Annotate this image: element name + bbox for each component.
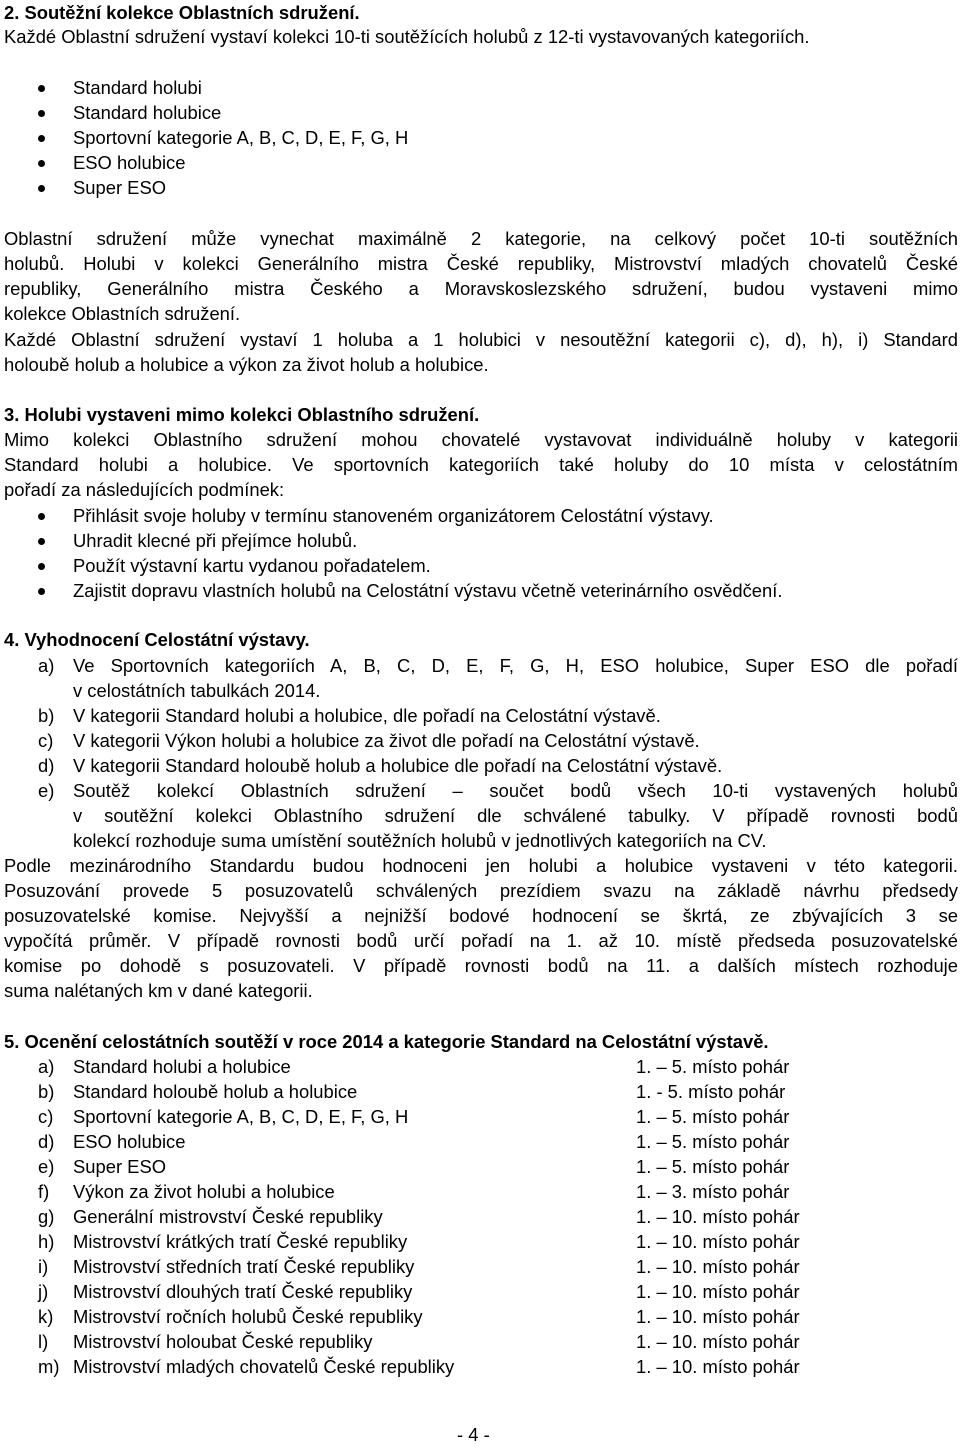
- paragraph-line: pořadí za následujících podmínek:: [4, 479, 285, 500]
- category-name: Mistrovství středních tratí České republiky: [73, 1256, 415, 1277]
- bullet-icon: [38, 538, 45, 545]
- bullet-icon: [38, 85, 45, 92]
- list-item: Ve Sportovních kategoriích A, B, C, D, E, F, G, H, ESO holubice, Super ESO dle pořadí: [73, 655, 958, 676]
- paragraph-line: Podle mezinárodního Standardu budou hodnoceni jen holubi a holubice vystaveni v této kategorii.: [4, 855, 958, 876]
- award-text: 1. – 10. místo pohár: [636, 1281, 800, 1302]
- category-name: Mistrovství mladých chovatelů České republiky: [73, 1356, 455, 1377]
- list-marker: a): [38, 655, 55, 676]
- list-item: Soutěž kolekcí Oblastních sdružení – součet bodů všech 10-ti vystavených holubů: [73, 780, 958, 801]
- award-text: 1. – 5. místo pohár: [636, 1056, 790, 1077]
- category-name: Standard holoubě holub a holubice: [73, 1081, 358, 1102]
- list-marker: e): [38, 780, 55, 801]
- row-letter: k): [38, 1306, 54, 1327]
- category-name: Výkon za život holubi a holubice: [73, 1181, 335, 1202]
- paragraph-line: Oblastní sdružení může vynechat maximálně 2 kategorie, na celkový počet 10-ti soutěžních: [4, 228, 958, 249]
- paragraph-line: republiky, Generálního mistra Českého a Moravskoslezského sdružení, budou vystaveni mimo: [4, 278, 958, 299]
- section-4-heading: 4. Vyhodnocení Celostátní výstavy.: [4, 629, 310, 650]
- bullet-icon: [38, 563, 45, 570]
- list-item: Sportovní kategorie A, B, C, D, E, F, G, H: [73, 127, 409, 148]
- bullet-icon: [38, 160, 45, 167]
- paragraph-line: vypočítá průměr. V případě rovnosti bodů určí pořadí na 1. až 10. místě předseda posuzovatelské: [4, 930, 958, 951]
- paragraph-line: kolekce Oblastních sdružení.: [4, 303, 241, 324]
- list-item: Přihlásit svoje holuby v termínu stanoveném organizátorem Celostátní výstavy.: [73, 505, 714, 526]
- award-text: 1. – 10. místo pohár: [636, 1256, 800, 1277]
- award-text: 1. – 10. místo pohár: [636, 1206, 800, 1227]
- bullet-icon: [38, 513, 45, 520]
- category-name: Mistrovství ročních holubů České republiky: [73, 1306, 423, 1327]
- list-item: Super ESO: [73, 177, 167, 198]
- section-3-heading: 3. Holubi vystaveni mimo kolekci Oblastního sdružení.: [4, 404, 480, 425]
- row-letter: h): [38, 1231, 55, 1252]
- list-item: Uhradit klecné při přejímce holubů.: [73, 530, 358, 551]
- award-text: 1. - 5. místo pohár: [636, 1081, 786, 1102]
- paragraph-line: posuzovatelské komise. Nejvyšší a nejnižší bodové hodnocení se škrtá, ze zbývajících 3 se: [4, 905, 958, 926]
- page-number: - 4 -: [457, 1424, 490, 1445]
- award-text: 1. – 3. místo pohár: [636, 1181, 790, 1202]
- row-letter: a): [38, 1056, 55, 1077]
- award-text: 1. – 5. místo pohár: [636, 1131, 790, 1152]
- paragraph-line: suma nalétaných km v dané kategorii.: [4, 980, 313, 1001]
- section-2-intro: Každé Oblastní sdružení vystaví kolekci 10-ti soutěžících holubů z 12-ti vystavovaných kategoriích.: [4, 26, 810, 47]
- list-item: V kategorii Standard holubi a holubice, dle pořadí na Celostátní výstavě.: [73, 705, 661, 726]
- award-text: 1. – 10. místo pohár: [636, 1331, 800, 1352]
- category-name: Super ESO: [73, 1156, 167, 1177]
- row-letter: e): [38, 1156, 55, 1177]
- award-text: 1. – 5. místo pohár: [636, 1156, 790, 1177]
- row-letter: j): [38, 1281, 49, 1302]
- list-item: Použít výstavní kartu vydanou pořadatelem.: [73, 555, 431, 576]
- award-text: 1. – 5. místo pohár: [636, 1106, 790, 1127]
- paragraph-line: holubů. Holubi v kolekci Generálního mistra České republiky, Mistrovství mladých chovatelů České: [4, 253, 958, 274]
- section-5-heading: 5. Ocenění celostátních soutěží v roce 2014 a kategorie Standard na Celostátní výstavě.: [4, 1031, 769, 1052]
- row-letter: f): [38, 1181, 50, 1202]
- list-item-continuation: v celostátních tabulkách 2014.: [73, 680, 321, 701]
- award-text: 1. – 10. místo pohár: [636, 1306, 800, 1327]
- category-name: Mistrovství dlouhých tratí České republiky: [73, 1281, 413, 1302]
- category-name: Mistrovství krátkých tratí České republiky: [73, 1231, 408, 1252]
- row-letter: g): [38, 1206, 55, 1227]
- list-item: Standard holubi: [73, 77, 202, 98]
- category-name: Sportovní kategorie A, B, C, D, E, F, G, H: [73, 1106, 409, 1127]
- paragraph-line: holoubě holub a holubice a výkon za život holub a holubice.: [4, 354, 489, 375]
- category-name: Standard holubi a holubice: [73, 1056, 291, 1077]
- bullet-icon: [38, 588, 45, 595]
- award-text: 1. – 10. místo pohár: [636, 1356, 800, 1377]
- paragraph-line: Posuzování provede 5 posuzovatelů schválených prezídiem svazu na základě návrhu předsedy: [4, 880, 958, 901]
- row-letter: m): [38, 1356, 60, 1377]
- row-letter: b): [38, 1081, 55, 1102]
- paragraph-line: Každé Oblastní sdružení vystaví 1 holuba a 1 holubici v nesoutěžní kategorii c), d), h), i) Standard: [4, 329, 958, 350]
- list-item: Standard holubice: [73, 102, 222, 123]
- category-name: Mistrovství holoubat České republiky: [73, 1331, 373, 1352]
- paragraph-line: komise po dohodě s posuzovateli. V případě rovnosti bodů na 11. a dalších místech rozhoduje: [4, 955, 958, 976]
- list-item: Zajistit dopravu vlastních holubů na Celostátní výstavu včetně veterinárního osvědčení.: [73, 580, 783, 601]
- list-item-continuation: v soutěžní kolekci Oblastního sdružení dle schválené tabulky. V případě rovnosti bodů: [73, 805, 958, 826]
- bullet-icon: [38, 110, 45, 117]
- list-item-continuation: kolekcí rozhoduje suma umístění soutěžních holubů v jednotlivých kategoriích na CV.: [73, 830, 767, 851]
- award-text: 1. – 10. místo pohár: [636, 1231, 800, 1252]
- section-2-heading: 2. Soutěžní kolekce Oblastních sdružení.: [4, 2, 360, 23]
- row-letter: i): [38, 1256, 49, 1277]
- row-letter: c): [38, 1106, 54, 1127]
- list-marker: d): [38, 755, 55, 776]
- list-item: ESO holubice: [73, 152, 186, 173]
- paragraph-line: Standard holubi a holubice. Ve sportovních kategoriích také holuby do 10 místa v celostátním: [4, 454, 958, 475]
- list-item: V kategorii Výkon holubi a holubice za život dle pořadí na Celostátní výstavě.: [73, 730, 700, 751]
- list-marker: c): [38, 730, 54, 751]
- list-item: V kategorii Standard holoubě holub a holubice dle pořadí na Celostátní výstavě.: [73, 755, 723, 776]
- category-name: Generální mistrovství České republiky: [73, 1206, 383, 1227]
- paragraph-line: Mimo kolekci Oblastního sdružení mohou chovatelé vystavovat individuálně holuby v kategorii: [4, 429, 958, 450]
- row-letter: l): [38, 1331, 49, 1352]
- row-letter: d): [38, 1131, 55, 1152]
- bullet-icon: [38, 185, 45, 192]
- list-marker: b): [38, 705, 55, 726]
- bullet-icon: [38, 135, 45, 142]
- category-name: ESO holubice: [73, 1131, 186, 1152]
